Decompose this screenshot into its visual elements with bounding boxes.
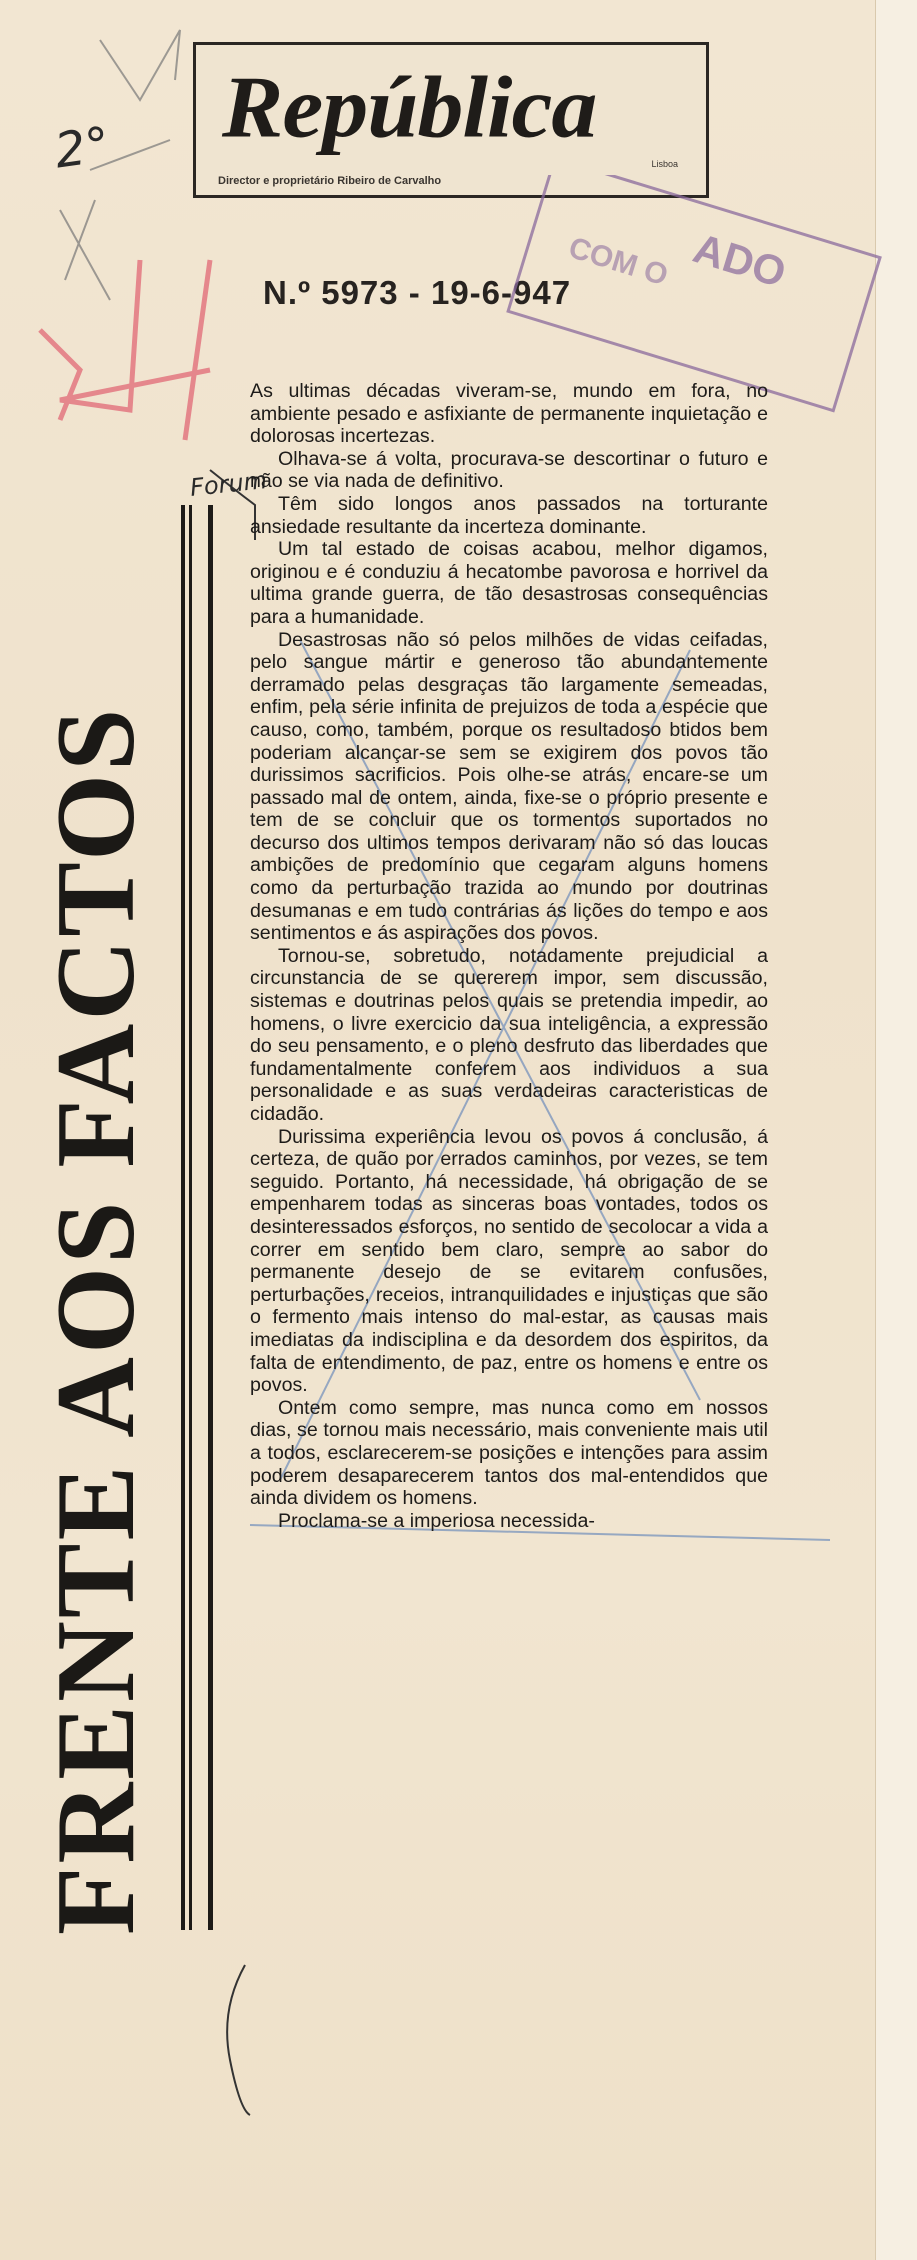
article-paragraph: Ontem como sempre, mas nunca como em nossos dias, se tornou mais necessário, mais conveniente mais util a todos, esclarecerem-se posições e intenções para assim poderem desaparecerem tantos dos mal-entendidos que ainda dividem os homens.	[250, 1396, 768, 1510]
stamp-text: ADO	[688, 224, 792, 297]
headline: FRENTE AOS FACTOS	[34, 705, 158, 1935]
article-paragraph: Desastrosas não só pelos milhões de vidas ceifadas, pelo sangue mártir e generoso tão abundantemente derramado pelas desgraças tão largamente semeadas, enfim, pela série infinita de prejuizos de toda a espécie que causo, como, também, porque os resultadoso btidos bem poderiam alcançar-se sem se exigirem dos povos tão durissimos sacrificios. Pois olhe-se atrás, encare-se um passado mal de ontem, ainda, fixe-se o próprio presente e tem de se concluir que os tormentos suportados no decurso dos ultimos tempos derivaram não só das loucas ambições de predomínio que cegaram alguns homens como da perturbação trazida ao mundo por doutrinas desumanas e em tudo contrárias ás lições do tempo e aos sentimentos e ás aspirações dos povos.	[250, 628, 768, 945]
article-paragraph: Tornou-se, sobretudo, notadamente prejudicial a circunstancia de se quererem impor, sem discussão, sistemas e doutrinas pelos quais se pretendia impedir, ao homens, o livre exercicio da sua inteligência, a expressão do seu pensamento, e o pleno desfruto das liberdades que fundamentalmente conferem aos individuos a sua personalidade e as suas verdadeiras caracteristicas de cidadão.	[250, 944, 768, 1125]
masthead-subtitle: Director e proprietário Ribeiro de Carvalho	[218, 175, 442, 187]
masthead-title: República	[222, 58, 597, 156]
article-paragraph: Têm sido longos anos passados na torturante ansiedade resultante da incerteza dominante.	[250, 492, 768, 538]
handwritten-red-number	[40, 240, 41, 241]
handwritten-number: 2°	[51, 116, 114, 180]
column-rule	[189, 505, 192, 1930]
article-body	[250, 380, 768, 1532]
article-paragraph: Olhava-se á volta, procurava-se descortinar o futuro e não se via nada de definitivo.	[250, 447, 768, 493]
column-rule	[181, 505, 185, 1930]
article-paragraph: As ultimas décadas viveram-se, mundo em fora, no ambiente pesado e asfixiante de permanente inquietação e dolorosas incertezas.	[250, 380, 768, 448]
column-rule	[208, 505, 213, 1930]
stamp-text-line2: COM O	[564, 231, 672, 293]
article-paragraph: Proclama-se a imperiosa necessida-	[278, 1509, 595, 1532]
masthead-small-print: Lisboa	[651, 159, 678, 169]
article-paragraph: Um tal estado de coisas acabou, melhor digamos, originou e é conduziu á hecatombe pavorosa e horrivel da ultima grande guerra, de tão desastrosas consequências para a humanidade.	[250, 538, 768, 628]
handwritten-margin-note: Forum	[188, 466, 269, 502]
issue-number-date: N.º 5973 - 19-6-947	[263, 274, 572, 311]
article-paragraph: Durissima experiência levou os povos á conclusão, á certeza, de quão por errados caminhos, por vezes, se tem seguido. Portanto, há necessidade, há obrigação de se empenharem todas as sinceras boas vontades, todos os desinteressados esforços, no sentido de secolocar a vida a correr em sentido bem claro, sempre ao sabor do permanente desejo de se evitarem confusões, perturbações, receios, intranquilidades e injustiças que são o fermento mais intenso do mal-estar, as causas mais imediatas da indisciplina e da desordem dos espiritos, da falta de entendimento, de paz, entre os homens e entre os povos.	[250, 1125, 768, 1397]
